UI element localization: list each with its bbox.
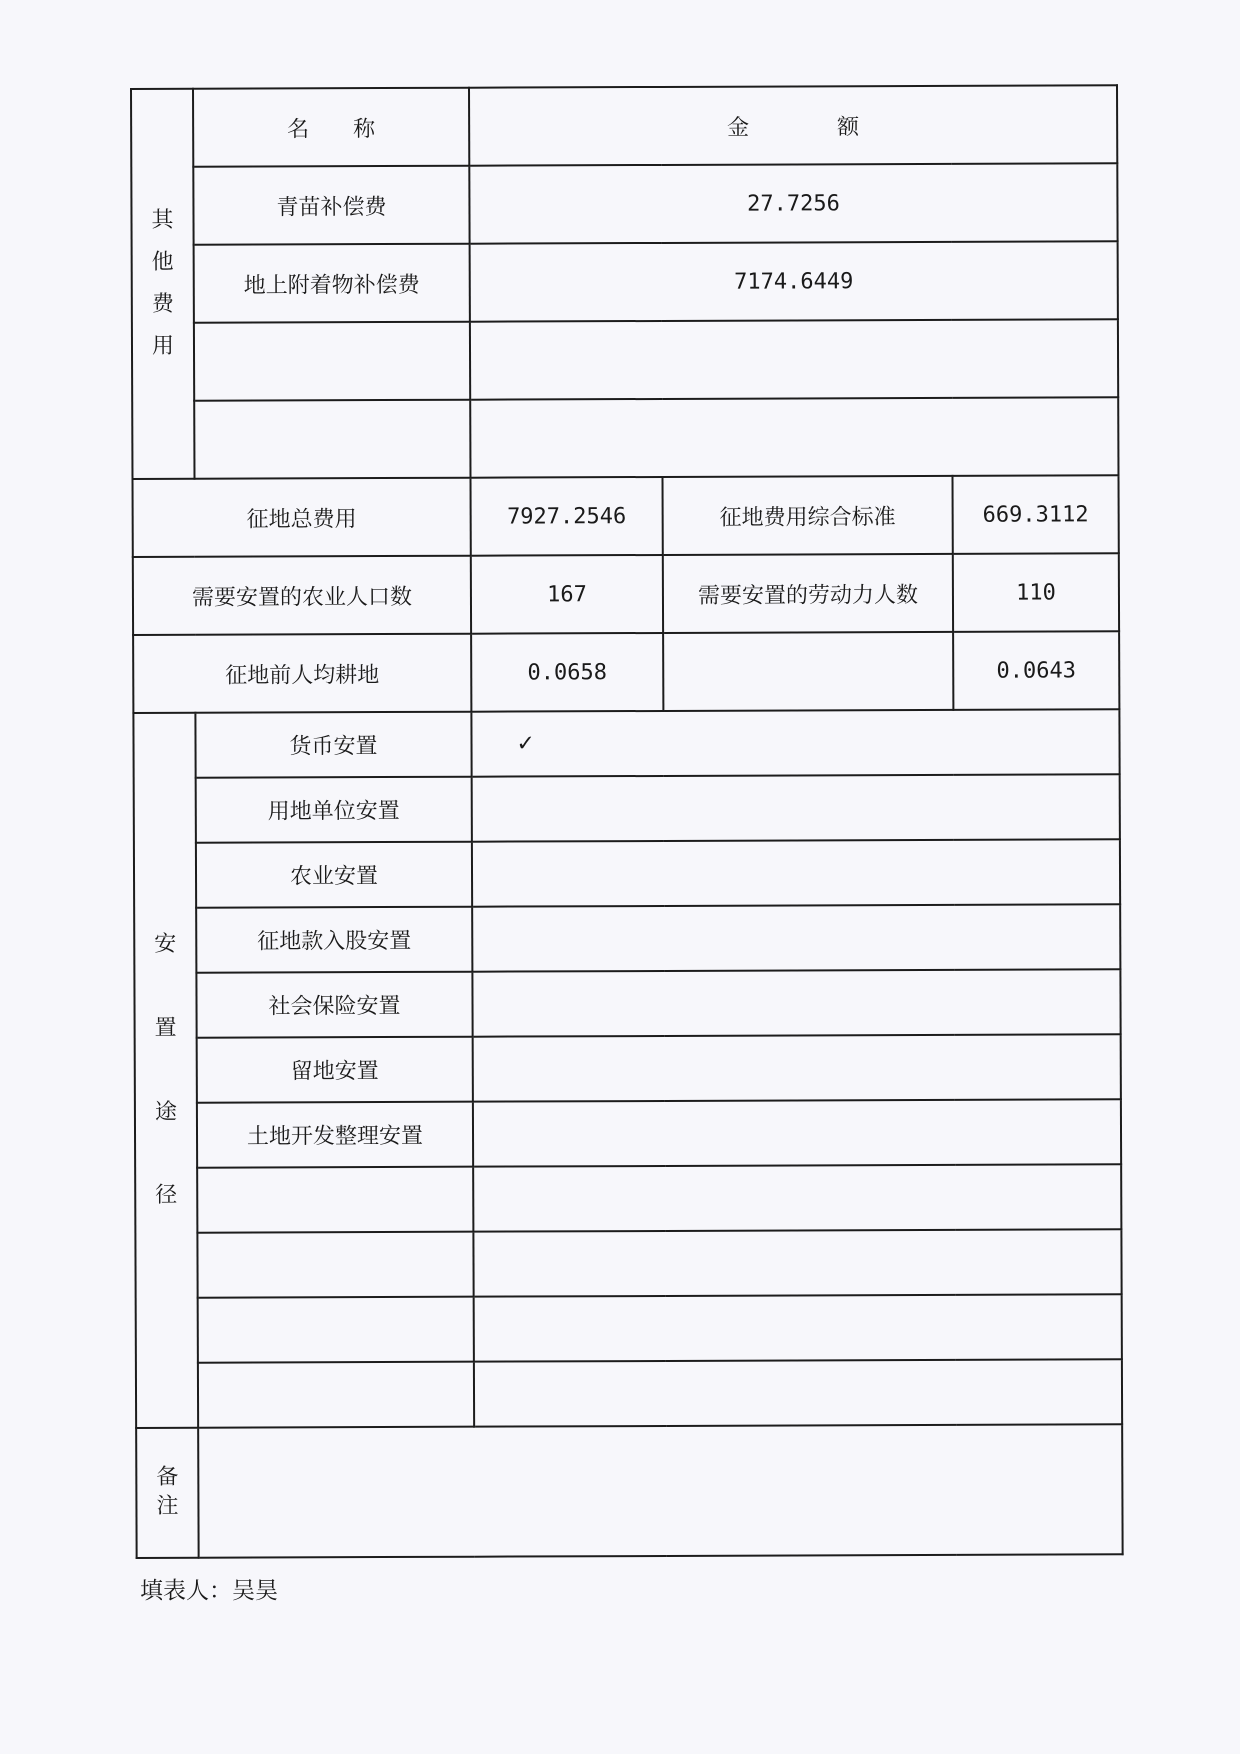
resettlement-mark-cell xyxy=(473,1099,1121,1166)
resettlement-mark-cell xyxy=(474,1294,1122,1361)
fee-amount-cell: 27.7256 xyxy=(469,163,1117,243)
resettlement-name-cell: 土地开发整理安置 xyxy=(197,1102,473,1168)
resettlement-name-cell xyxy=(197,1232,473,1298)
fee-name-cell xyxy=(194,400,470,479)
header-name: 名 称 xyxy=(193,88,469,167)
agri-pop-value: 167 xyxy=(471,555,663,634)
land-acquisition-form xyxy=(130,84,1124,1559)
resettlement-mark-cell xyxy=(472,774,1120,841)
total-fee-value: 7927.2546 xyxy=(470,477,662,556)
land-after-label xyxy=(663,632,953,711)
standard-value: 669.3112 xyxy=(952,475,1118,554)
resettlement-name-cell: 留地安置 xyxy=(197,1037,473,1103)
resettlement-mark-cell xyxy=(473,1034,1121,1101)
remarks-label: 备 注 xyxy=(136,1428,198,1558)
resettlement-name-cell: 农业安置 xyxy=(196,842,472,908)
other-fees-section-label: 其 他 费 用 xyxy=(131,89,194,479)
resettlement-name-cell xyxy=(198,1297,474,1363)
land-after-value: 0.0643 xyxy=(953,631,1119,710)
fee-name-cell: 青苗补偿费 xyxy=(193,166,469,245)
resettlement-mark-cell xyxy=(474,1359,1122,1426)
land-before-label: 征地前人均耕地 xyxy=(133,634,471,713)
labor-label: 需要安置的劳动力人数 xyxy=(663,554,953,633)
check-mark-icon: ✓ xyxy=(471,709,1119,776)
resettlement-mark-cell xyxy=(473,1229,1121,1296)
resettlement-mark-cell xyxy=(472,904,1120,971)
resettlement-mark-cell xyxy=(473,1164,1121,1231)
fee-name-cell: 地上附着物补偿费 xyxy=(194,244,470,323)
resettlement-mark-cell xyxy=(472,839,1120,906)
resettlement-name-cell: 用地单位安置 xyxy=(196,777,472,843)
fee-name-cell xyxy=(194,322,470,401)
resettlement-name-cell: 社会保险安置 xyxy=(196,972,472,1038)
labor-value: 110 xyxy=(953,553,1119,632)
filler-name: 吴昊 xyxy=(232,1578,278,1604)
fee-amount-cell xyxy=(470,319,1118,399)
fee-amount-cell: 7174.6449 xyxy=(470,241,1118,321)
remarks-content xyxy=(198,1424,1122,1558)
standard-label: 征地费用综合标准 xyxy=(662,476,952,555)
resettlement-mark-cell xyxy=(472,969,1120,1036)
land-before-value: 0.0658 xyxy=(471,633,663,712)
resettlement-name-cell xyxy=(198,1362,474,1428)
header-amount: 金 额 xyxy=(469,85,1117,165)
agri-pop-label: 需要安置的农业人口数 xyxy=(133,556,471,635)
resettlement-name-cell: 货币安置 xyxy=(195,712,471,778)
total-fee-label: 征地总费用 xyxy=(133,478,471,557)
form-filler xyxy=(140,1572,278,1605)
resettlement-section-label: 安 置 途 径 xyxy=(133,713,198,1428)
fee-amount-cell xyxy=(470,397,1118,477)
filler-label: 填表人： xyxy=(140,1578,232,1604)
resettlement-name-cell: 征地款入股安置 xyxy=(196,907,472,973)
resettlement-name-cell xyxy=(197,1167,473,1233)
